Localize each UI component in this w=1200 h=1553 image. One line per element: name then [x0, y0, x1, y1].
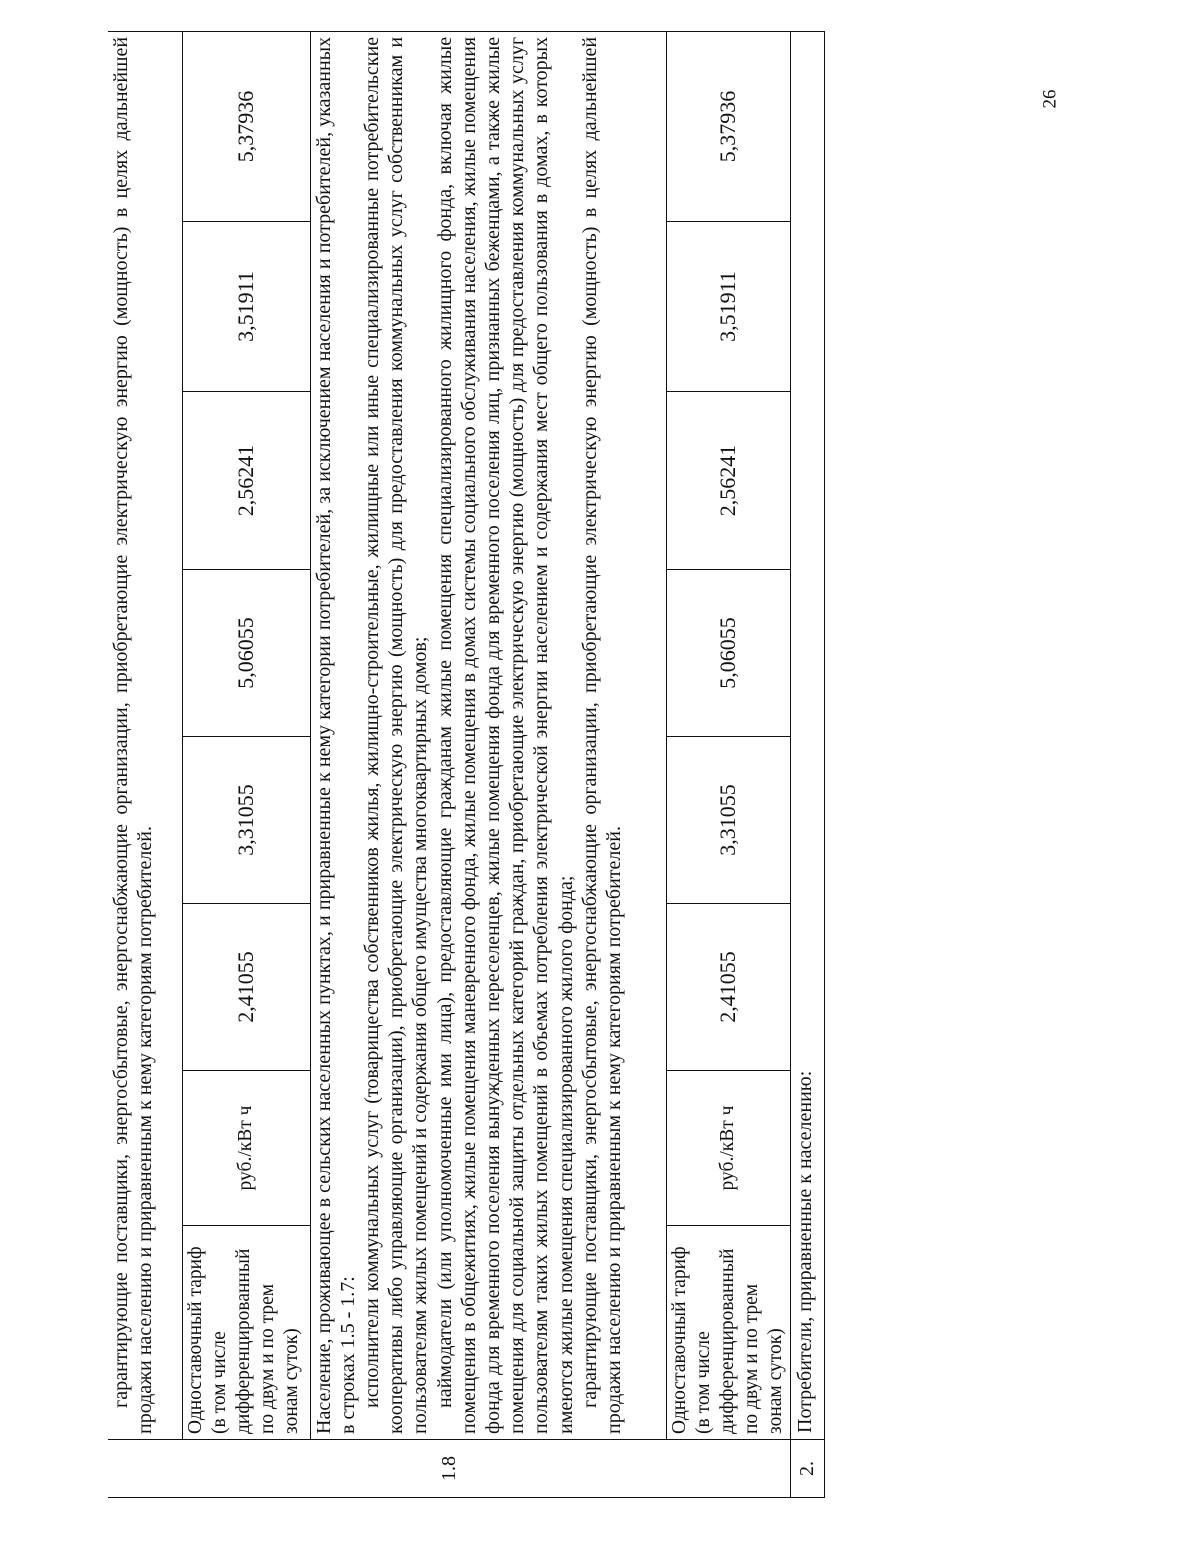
row-1-8-paragraph: Население, проживающее в сельских населенных пунктах, и приравненные к нему категории потребителей, за исключением населения и потребителей, указанных в строках 1.5 - 1.7:	[312, 36, 359, 1434]
value-cell	[182, 904, 310, 1071]
row-1-8-paragraph: наймодатели (или уполномоченные ими лица), предоставляющие гражданам жилые помещения специализированного жилищного фонда, включая жилые помещения в общежитиях, жилые помещения маневренного фонда, жилые помещения в домах системы социального обслуживания населения, жилые помещения фонда для временного поселения вынужденных переселенцев, жилые помещения фонда для временного поселения лиц, признанных беженцами, а также жилые помещения для социальной защиты отдельных категорий граждан, приобретающие электрическую энергию (мощность) для предоставления коммунальных услуг пользователям таких жилых помещений в объемах потребления электрической энергии населением и содержания мест общего пользования в домах, в которых имеются жилые помещения специализированного жилого фонда;	[433, 36, 577, 1434]
value-cell	[182, 31, 310, 221]
page-number: 26	[1039, 89, 1061, 109]
value-cell	[182, 392, 310, 570]
value-cell	[666, 31, 790, 221]
tariff-label: Одноставочный тариф (в том числе дифференцированный по двум и по трем зонам суток)	[668, 1246, 786, 1434]
tariff-label: Одноставочный тариф (в том числе дифференцированный по двум и по трем зонам суток)	[184, 1246, 302, 1434]
rotated-page-content	[108, 32, 832, 1498]
value-cell	[666, 737, 790, 904]
row-1-8-number: 1.8	[437, 1456, 460, 1481]
row-1-8-description-cell	[310, 31, 666, 1439]
unit-text: руб./кВт ч	[716, 1105, 738, 1191]
value-cell	[666, 904, 790, 1071]
value-text: 5,06055	[232, 617, 258, 689]
value-text: 3,51911	[232, 271, 258, 342]
row-2-text-cell	[790, 31, 824, 1439]
unit-cell	[666, 1071, 790, 1226]
value-cell	[666, 222, 790, 392]
value-text: 2,41055	[232, 951, 258, 1023]
row-2-number: 2.	[795, 1461, 818, 1476]
value-text: 5,06055	[714, 617, 740, 689]
value-cell	[182, 737, 310, 904]
intro-text: гарантирующие поставщики, энергосбытовые, энергоснабжающие организации, приобретающие электрическую энергию (мощность) в целях дальнейшей продажи населению и приравненным к нему категориям потребителей.	[110, 36, 157, 1434]
row-1-8-paragraph: исполнители коммунальных услуг (товарищества собственников жилья, жилищно-строительные, жилищные или иные специализированные потребительские кооперативы либо управляющие организации), приобретающие электрическую энергию (мощность) для предоставления коммунальных услуг собственникам и пользователям жилых помещений и содержания общего имущества многоквартирных домов;	[360, 36, 432, 1434]
intro-text-cell	[108, 31, 182, 1439]
value-text: 2,56241	[232, 444, 258, 517]
tariff-label-cell	[182, 1226, 310, 1440]
value-text: 5,37936	[232, 90, 258, 163]
unit-cell	[182, 1071, 310, 1226]
value-text: 3,31055	[232, 784, 258, 856]
row-1-8-paragraph: гарантирующие поставщики, энергосбытовые, энергоснабжающие организации, приобретающие электрическую энергию (мощность) в целях дальнейшей продажи населению и приравненным к нему категориям потребителей.	[578, 36, 625, 1434]
tariff-label-cell	[666, 1226, 790, 1440]
value-text: 2,56241	[714, 444, 740, 517]
value-cell	[666, 392, 790, 570]
row-2-text: Потребители, приравненные к населению:	[793, 1070, 816, 1433]
value-text: 3,31055	[714, 784, 740, 856]
value-text: 3,51911	[714, 271, 740, 342]
row-2-number-cell	[790, 1440, 824, 1498]
unit-text: руб./кВт ч	[234, 1105, 256, 1191]
row-1-8-number-cell	[108, 1440, 790, 1498]
value-cell	[666, 570, 790, 737]
tariff-table	[108, 31, 825, 1498]
value-cell	[182, 570, 310, 737]
value-cell	[182, 222, 310, 392]
value-text: 2,41055	[714, 951, 740, 1023]
value-text: 5,37936	[714, 90, 740, 163]
